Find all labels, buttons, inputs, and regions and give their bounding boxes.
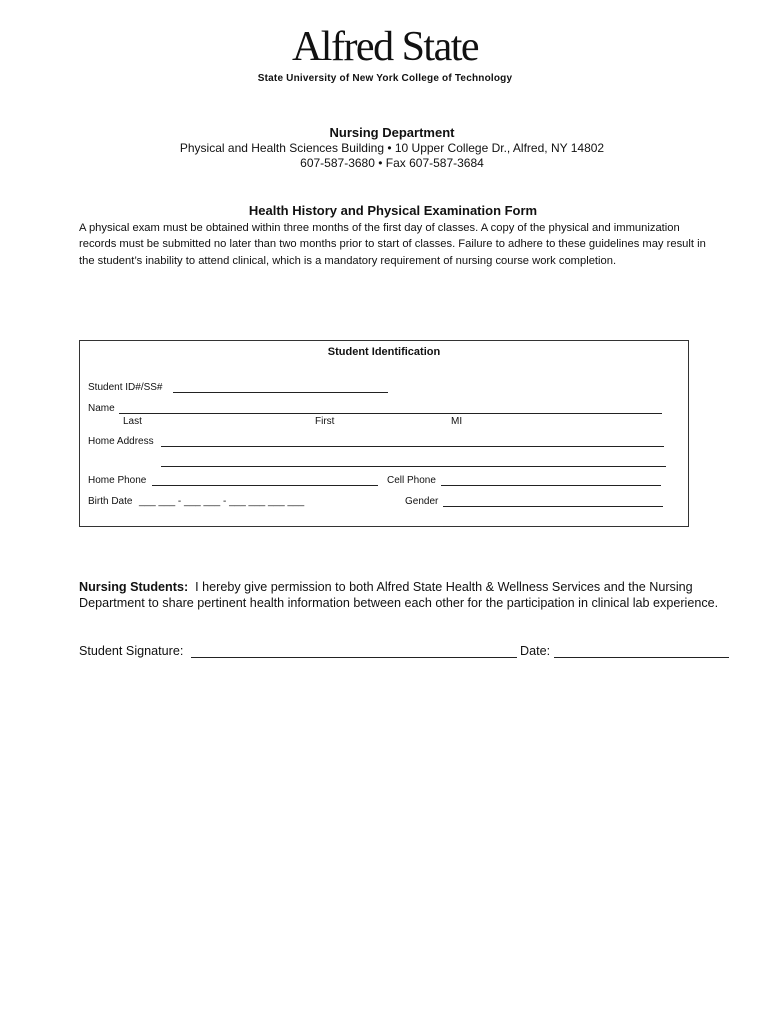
gender-label: Gender (405, 496, 439, 507)
name-field[interactable] (119, 413, 662, 414)
form-instructions: A physical exam must be obtained within three months of the first day of classes. A copy of the physical and immunization records must be submitted no later than two months prior to start of classes. Failure to adhere to these guidelines may result in the student’s inability to attend clinical, which is a mandatory requirement of nursing course work completion. (79, 222, 706, 267)
department-name: Nursing Department (329, 125, 455, 140)
name-mi-caption: MI (451, 416, 463, 427)
name-last-caption: Last (123, 416, 142, 427)
logo-tagline: State University of New York College of Technology (257, 73, 513, 84)
date-field[interactable] (554, 657, 729, 658)
cell-phone-field[interactable] (441, 485, 661, 486)
consent-text: I hereby give permission to both Alfred State Health & Wellness Services and the Nursing Department to share pertinent health information between each other for the participation in clinical lab experience. (79, 580, 719, 610)
department-address: Physical and Health Sciences Building • 10 Upper College Dr., Alfred, NY 14802 (179, 141, 605, 155)
department-contact (0, 141, 770, 171)
signature-label: Student Signature: (79, 644, 184, 658)
signature-field[interactable] (191, 657, 517, 658)
home-address-field-line1[interactable] (161, 446, 664, 447)
consent-statement (79, 579, 719, 611)
home-phone-field[interactable] (152, 485, 378, 486)
alfred-state-logo: Alfred State (291, 24, 479, 70)
home-address-field-line2[interactable] (161, 466, 666, 467)
home-address-label: Home Address (88, 436, 154, 447)
name-first-caption: First (315, 416, 335, 427)
birth-date-field[interactable]: ___ ___ - ___ ___ - ___ ___ ___ ___ (139, 496, 305, 507)
department-phones: 607-587-3680 • Fax 607-587-3684 (300, 156, 484, 170)
gender-field[interactable] (443, 506, 663, 507)
cell-phone-label: Cell Phone (387, 475, 436, 486)
student-id-label: Student ID#/SS# (88, 382, 163, 393)
birth-date-label: Birth Date (88, 496, 133, 507)
student-identification-title: Student Identification (327, 346, 441, 358)
name-label: Name (88, 403, 115, 414)
consent-lead: Nursing Students: (79, 580, 189, 594)
student-id-field[interactable] (173, 392, 388, 393)
home-phone-label: Home Phone (88, 475, 147, 486)
form-title: Health History and Physical Examination Form (248, 203, 538, 218)
date-label: Date: (520, 644, 551, 658)
